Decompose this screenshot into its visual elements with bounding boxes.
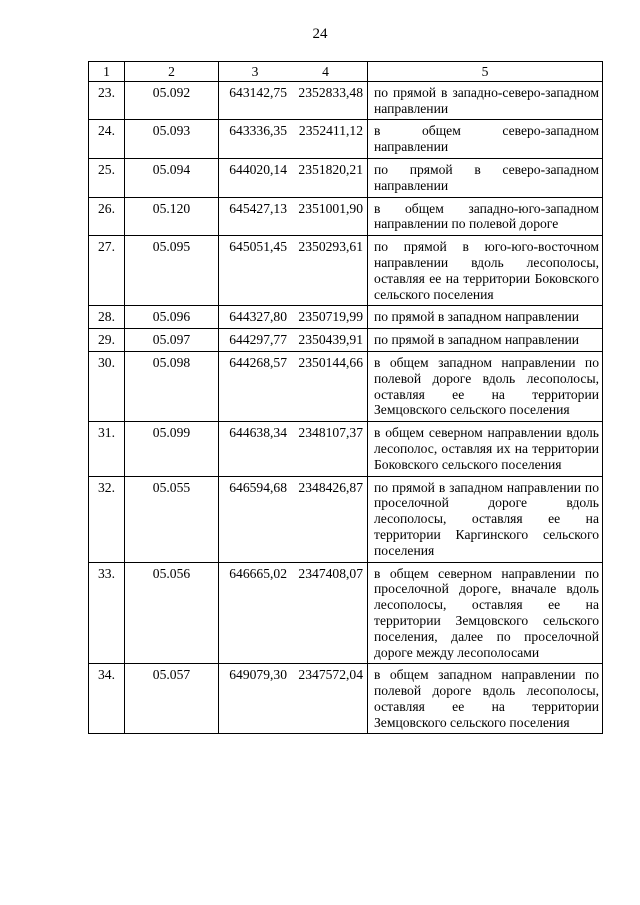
coord-y: 2347408,07 (288, 562, 368, 664)
row-number: 33. (89, 562, 125, 664)
table-row (89, 422, 603, 476)
coord-y: 2350439,91 (288, 329, 368, 352)
boundary-coordinates-table (88, 61, 603, 734)
row-number: 31. (89, 422, 125, 476)
row-number: 23. (89, 81, 125, 120)
point-id: 05.096 (125, 306, 219, 329)
direction-description: в общем северном направлении по проселочной дороге, вначале вдоль лесополосы, оставляя ее на территории Земцовского сельского поселения, далее по проселочной дороге между лесополосами (368, 562, 603, 664)
coord-x: 644638,34 (219, 422, 289, 476)
point-id: 05.092 (125, 81, 219, 120)
coord-y: 2350719,99 (288, 306, 368, 329)
point-id: 05.055 (125, 476, 219, 562)
point-id: 05.093 (125, 120, 219, 159)
coord-x: 644020,14 (219, 158, 289, 197)
row-number: 28. (89, 306, 125, 329)
table-row (89, 197, 603, 236)
row-number: 32. (89, 476, 125, 562)
table-row (89, 562, 603, 664)
direction-description: по прямой в западном направлении по проселочной дороге вдоль лесополосы, оставляя ее на территории Каргинского сельского поселения (368, 476, 603, 562)
point-id: 05.056 (125, 562, 219, 664)
coord-y: 2348107,37 (288, 422, 368, 476)
point-id: 05.057 (125, 664, 219, 734)
coord-y: 2350293,61 (288, 236, 368, 306)
direction-description: в общем западном направлении по полевой дороге вдоль лесополосы, оставляя ее на территории Земцовского сельского поселения (368, 351, 603, 421)
coord-y: 2350144,66 (288, 351, 368, 421)
coord-x: 646594,68 (219, 476, 289, 562)
point-id: 05.120 (125, 197, 219, 236)
coord-x: 649079,30 (219, 664, 289, 734)
coord-y: 2347572,04 (288, 664, 368, 734)
direction-description: по прямой в западно-северо-западном направлении (368, 81, 603, 120)
direction-description: по прямой в юго-юго-восточном направлении вдоль лесополосы, оставляя ее на территории Боковского сельского поселения (368, 236, 603, 306)
column-header-5: 5 (368, 62, 603, 82)
direction-description: по прямой в западном направлении (368, 306, 603, 329)
row-number: 29. (89, 329, 125, 352)
column-header-3: 3 (219, 62, 289, 82)
coord-x: 644327,80 (219, 306, 289, 329)
point-id: 05.094 (125, 158, 219, 197)
direction-description: в общем западном направлении по полевой дороге вдоль лесополосы, оставляя ее на территории Земцовского сельского поселения (368, 664, 603, 734)
coord-y: 2348426,87 (288, 476, 368, 562)
direction-description: по прямой в северо-западном направлении (368, 158, 603, 197)
coord-y: 2352833,48 (288, 81, 368, 120)
row-number: 24. (89, 120, 125, 159)
row-number: 26. (89, 197, 125, 236)
direction-description: в общем западно-юго-западном направлении по полевой дороге (368, 197, 603, 236)
coord-y: 2351820,21 (288, 158, 368, 197)
direction-description: по прямой в западном направлении (368, 329, 603, 352)
table-row (89, 306, 603, 329)
coord-x: 646665,02 (219, 562, 289, 664)
column-header-2: 2 (125, 62, 219, 82)
table-header-row (89, 62, 603, 82)
coord-x: 645427,13 (219, 197, 289, 236)
coord-x: 644297,77 (219, 329, 289, 352)
table-row (89, 120, 603, 159)
coord-x: 645051,45 (219, 236, 289, 306)
point-id: 05.097 (125, 329, 219, 352)
column-header-4: 4 (288, 62, 368, 82)
coord-x: 643142,75 (219, 81, 289, 120)
table-row (89, 329, 603, 352)
row-number: 25. (89, 158, 125, 197)
table-row (89, 351, 603, 421)
point-id: 05.099 (125, 422, 219, 476)
coord-x: 644268,57 (219, 351, 289, 421)
table-row (89, 664, 603, 734)
table-row (89, 81, 603, 120)
coord-y: 2352411,12 (288, 120, 368, 159)
coord-y: 2351001,90 (288, 197, 368, 236)
row-number: 30. (89, 351, 125, 421)
direction-description: в общем северо-западном направлении (368, 120, 603, 159)
coord-x: 643336,35 (219, 120, 289, 159)
table-row (89, 236, 603, 306)
row-number: 34. (89, 664, 125, 734)
page-number: 24 (312, 26, 328, 42)
table-row (89, 158, 603, 197)
direction-description: в общем северном направлении вдоль лесополос, оставляя их на территории Боковского сельского поселения (368, 422, 603, 476)
point-id: 05.095 (125, 236, 219, 306)
row-number: 27. (89, 236, 125, 306)
point-id: 05.098 (125, 351, 219, 421)
table-row (89, 476, 603, 562)
column-header-1: 1 (89, 62, 125, 82)
